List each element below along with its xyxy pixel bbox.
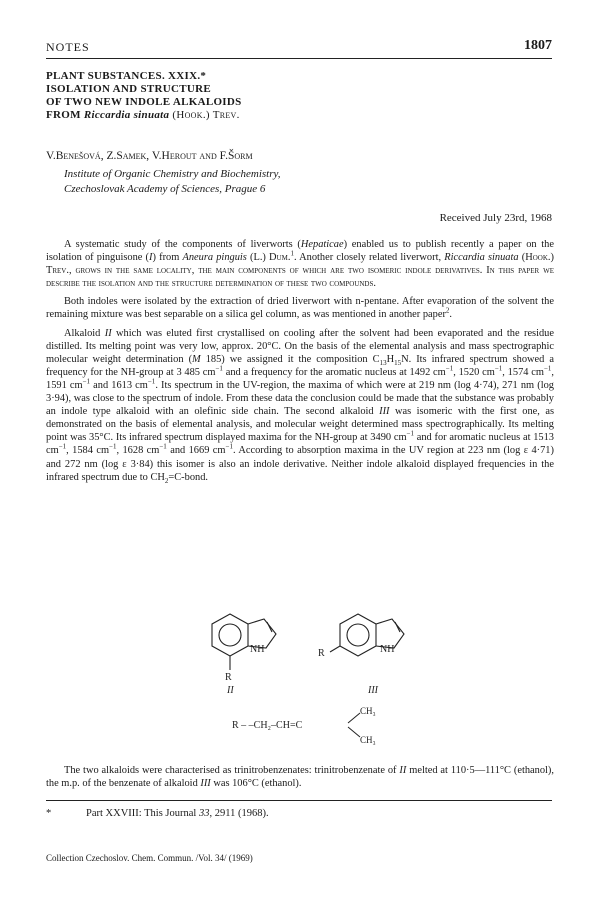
structure-III-r-label: R — [318, 648, 325, 659]
title-line-3: OF TWO NEW INDOLE ALKALOIDS — [46, 96, 242, 108]
author-list — [46, 150, 253, 162]
conclusion-paragraph — [46, 764, 554, 790]
page-number: 1807 — [524, 38, 552, 53]
header-rule — [46, 58, 552, 59]
side-chain-upper-bond — [348, 713, 360, 723]
affiliation-line-1: Institute of Organic Chemistry and Biochemistry, — [64, 168, 281, 180]
structure-II-caption: II — [227, 685, 234, 696]
title-line-4 — [46, 109, 446, 122]
side-chain-ch3-bottom: CH₃ — [360, 735, 376, 745]
footnote-marker: * — [46, 808, 52, 819]
footnote-rule — [46, 800, 552, 801]
structure-III-aromatic-circle — [347, 624, 369, 646]
structure-III-benzene-ring — [340, 614, 376, 656]
structure-II-benzene-ring — [212, 614, 248, 656]
structure-II — [212, 614, 276, 670]
section-label: NOTES — [46, 40, 90, 54]
article-body — [46, 238, 554, 484]
structure-III-caption: III — [368, 685, 378, 696]
received-date: Received July 23rd, 1968 — [439, 212, 552, 224]
title-line-2: ISOLATION AND STRUCTURE — [46, 83, 212, 95]
paragraph-3: Alkaloid II which was eluted first crystallised on cooling after the solvent had been evaporated and the residue distilled. Its melting point was very low, approx. 20°C. On the basis of the elemental analysis and mass spectrographic molecular weight determination (M 185) we assigned it the composition $C_{13}H_{15}N$. Its infrared spectrum showed a frequency for the NH-group at 3 485 $cm^{-1}$ and a frequency for the aromatic nucleus at 1492 $cm^{-1}$, 1520 $cm^{-1}$, 1574 $cm^{-1}$, 1591 $cm^{-1}$ and 1613 $cm^{-1}$. Its spectrum in the UV-region, the maxima of which were at 219 nm (log 4·74), 271 nm (log 3·94), was close to the spectrum of indole. From these data the conclusion could be made that the substance was probably an indole type alkaloid with an olefinic side chain. The second alkaloid III was isomeric with the first one, as demonstrated on the basis of elemental analysis, and molecular weight determined mass spectrographically. Its melting point was 35°C. Its infrared spectrum displayed maxima for the NH-group at 3490 $cm^{-1}$ and for aromatic nucleus at 1513 $cm^{-1}$, 1584 $cm^{-1}$, 1628 $cm^{-1}$ and 1669 $cm^{-1}$. According to absorption maxima in the UV region at 223 nm (log ε 4·71) and 272 nm (log ε 3·84) this isomer is also an indole derivative. Neither indole alkaloid displayed frequencies in the infrared spectrum due to $CH_2=C$-bond. — [46, 327, 554, 485]
chemical-structures-figure — [200, 610, 430, 760]
paragraph-2: Both indoles were isolated by the extraction of dried liverwort with n-pentane. After evaporation of the solvent the remaining mixture was best separable on a silica gel column, as was mentioned in another paper$^2$. — [46, 296, 554, 321]
running-head — [46, 38, 552, 56]
reference-2: 2 — [445, 307, 450, 315]
journal-footer: Collection Czechoslov. Chem. Commun. /Vol. 34/ (1969) — [46, 853, 253, 863]
title-authority: (Hook.) Trev. — [169, 109, 240, 121]
footnote: * Part XXVIII: This Journal 33, 2911 (1968). — [46, 808, 269, 819]
structure-II-double-bond — [267, 622, 272, 632]
side-chain-lower-bond — [348, 727, 360, 737]
affiliation — [64, 167, 281, 197]
reference-1: 1 — [290, 249, 294, 258]
article-title — [46, 70, 446, 122]
title-line-4-prefix: FROM — [46, 109, 84, 121]
title-species: Riccardia sinuata — [83, 109, 170, 121]
paragraph-1: A systematic study of the components of liverworts (Hepaticae) enabled us to publish recently a paper on the isolation of pinguisone (I) from Aneura pinguis (L.) Dum.$^1$. Another closely related liverwort, Riccardia sinuata (Hook.) Trev., grows in the same locality, the main components of which are two isomeric indole derivatives. In this paper we describe the isolation and the structure determination of these two compounds. — [46, 239, 554, 290]
structure-II-aromatic-circle — [219, 624, 241, 646]
structure-III-r-bond — [330, 646, 340, 652]
title-line-1: PLANT SUBSTANCES. XXIX.* — [46, 70, 207, 82]
structure-II-r-label: R — [225, 672, 232, 683]
structure-III-double-bond — [395, 622, 400, 632]
side-chain-formula: R – –CH₂–CH=C — [232, 720, 303, 731]
side-chain-ch3-top: CH₃ — [360, 706, 376, 716]
affiliation-line-2: Czechoslovak Academy of Sciences, Prague 6 — [64, 183, 266, 195]
structure-III-nh-label: NH — [380, 644, 395, 655]
authors-text: V.Benešová, Z.Samek, V.Herout and F.Šorm — [46, 150, 253, 162]
conclusion-text: The two alkaloids were characterised as trinitrobenzenates: trinitrobenzenate of II melted at 110·5—111°C (ethanol), the m.p. of the benzenate of alkaloid III was 106°C (ethanol). — [46, 765, 554, 790]
structure-II-nh-label: NH — [250, 644, 265, 655]
